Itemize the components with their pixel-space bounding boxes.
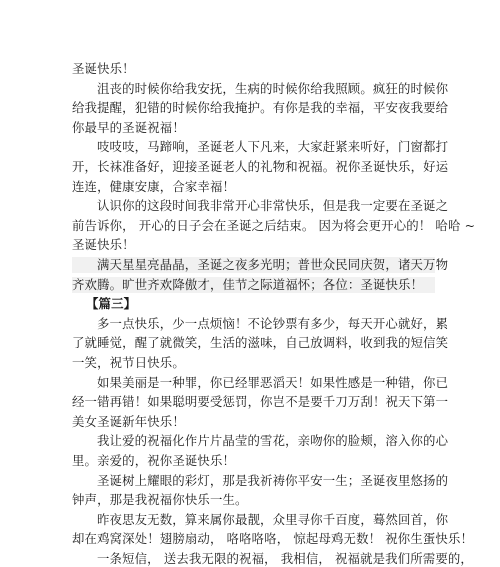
section-heading: 【篇三】 [86,296,137,312]
text-line: 前告诉你， 开心的日子会在圣诞之后结束。 因为将会更开心的！ 哈哈 ~ [72,217,476,233]
text-line: 昨夜思友无数，算来属你最靓，众里寻你千百度，蓦然回首，你 [97,511,449,527]
text-line: 开，长袜准备好，迎接圣诞老人的礼物和祝福。祝你圣诞快乐，好运 [72,159,449,174]
text-line: 你最早的圣诞祝福！ [72,119,185,135]
text-line: 却在鸡窝深处！翅膀扇动， 咯咯咯咯， 惊起母鸡无数！ 祝你生蛋快乐！ [72,531,474,547]
text-line: 吱吱吱，马蹄响，圣诞老人下凡来，大家赶紧来听好，门窗都打 [97,139,449,155]
text-line: 里。亲爱的，祝你圣诞快乐！ [72,453,236,468]
text-line-highlighted: 齐欢腾。旷世齐欢降傲才，佳节之际道福怀；各位：圣诞快乐！ [72,277,435,293]
text-line: 如果美丽是一种罪，你已经罪恶滔天！如果性感是一种错，你已 [97,374,449,390]
text-line: 多一点快乐，少一点烦恼！不论钞票有多少，每天开心就好，累 [97,315,449,331]
text-line: 圣诞树上耀眼的彩灯，那是我祈祷你平安一生；圣诞夜里悠扬的 [97,472,449,488]
text-line-highlighted: 满天星星亮晶晶，圣诞之夜多光明；普世众民同庆贺，诸天万物 [72,257,435,273]
text-line: 连连，健康安康，合家幸福！ [72,178,236,194]
text-line: 一笑，祝节日快乐。 [72,355,185,370]
text-line: 美女圣诞新年快乐！ [72,413,185,429]
text-line: 沮丧的时候你给我安抚，生病的时候你给我照顾。疯狂的时候你 [97,80,449,96]
text-line: 了就睡觉，醒了就微笑，生活的滋味，自己放调料，收到我的短信笑 [72,335,449,351]
text-line: 圣诞快乐！ [72,61,135,76]
text-line: 经一错再错！如果聪明要受惩罚，你岂不是要千刀万刮！祝天下第一 [72,394,449,410]
text-line: 一条短信， 送去我无限的祝福， 我相信， 祝福就是我们所需要的， [97,551,473,566]
text-line: 钟声，那是我祝福你快乐一生。 [72,492,248,508]
text-line: 认识你的这段时间我非常开心非常快乐，但是我一定要在圣诞之 [97,198,449,214]
text-line: 圣诞快乐！ [72,237,135,253]
text-line: 给我提醒，犯错的时候你给我掩护。有你是我的幸福，平安夜我要给 [72,100,449,116]
text-line: 我让爱的祝福化作片片晶莹的雪花，亲吻你的脸颊，溶入你的心 [97,433,449,449]
